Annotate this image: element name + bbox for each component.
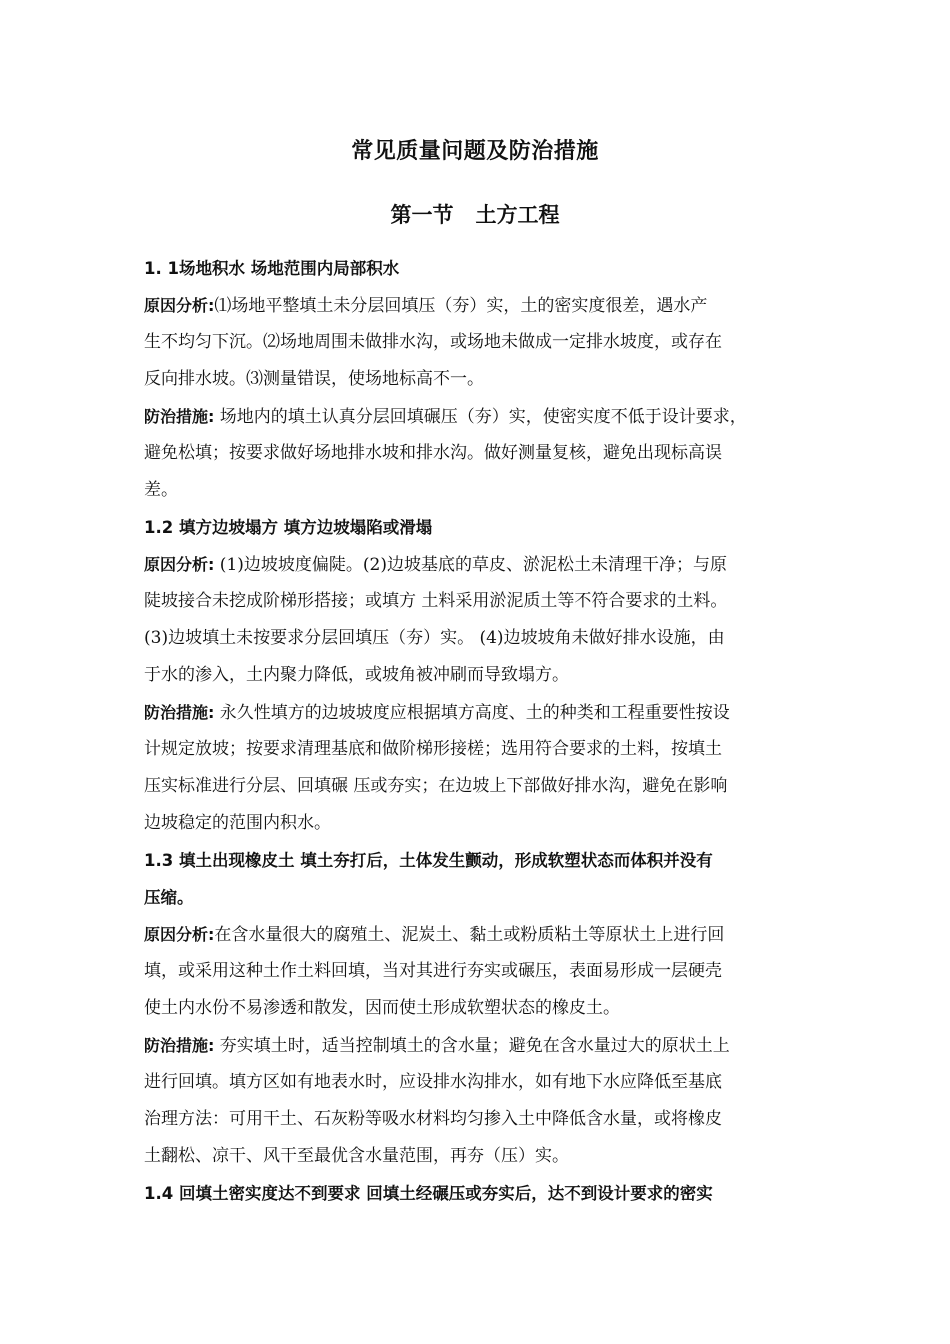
document-body xyxy=(144,250,814,1212)
item-heading: 1. 1场地积水 场地范围内局部积水 xyxy=(144,259,400,278)
paragraph-line: 边坡稳定的范围内积水。 xyxy=(144,813,331,833)
measure-text: 夯实填土时，适当控制填土的含水量；避免在含水量过大的原状土上 xyxy=(214,1036,730,1056)
measure-label: 防治措施: xyxy=(144,407,215,426)
item-heading: 1.3 填土出现橡皮土 填土夯打后，土体发生颤动，形成软塑状态而体积并没有 xyxy=(144,851,713,870)
measure-text: 场地内的填土认真分层回填碾压（夯）实，使密实度不低于设计要求， xyxy=(214,407,747,427)
paragraph-line xyxy=(144,916,814,953)
paragraph-line xyxy=(144,287,814,324)
paragraph-line: (3)边坡填土未按要求分层回填压（夯）实。 (4)边坡坡角未做好排水设施，由 xyxy=(144,628,725,648)
section-name: 土方工程 xyxy=(475,203,560,227)
paragraph-line: 避免松填；按要求做好场地排水坡和排水沟。做好测量复核，避免出现标高误 xyxy=(144,443,722,463)
paragraph-line: 填，或采用这种土作土料回填，当对其进行夯实或碾压，表面易形成一层硬壳 xyxy=(144,961,722,981)
paragraph-line xyxy=(144,694,814,731)
cause-label: 原因分析: xyxy=(144,925,215,944)
paragraph-line xyxy=(144,546,814,583)
measure-label: 防治措施: xyxy=(144,1036,215,1055)
paragraph-line: 陡坡接合未挖成阶梯形搭接；或填方 土料采用淤泥质土等不符合要求的土料。 xyxy=(144,591,728,611)
cause-label: 原因分析: xyxy=(144,555,215,574)
paragraph-line: 差。 xyxy=(144,480,178,500)
paragraph-line xyxy=(144,398,814,435)
paragraph-line: 计规定放坡；按要求清理基底和做阶梯形接槎；选用符合要求的土料，按填土 xyxy=(144,739,722,759)
paragraph-line: 于水的渗入，土内聚力降低，或坡角被冲刷而导致塌方。 xyxy=(144,665,569,685)
paragraph-line: 治理方法：可用干土、石灰粉等吸水材料均匀掺入土中降低含水量，或将橡皮 xyxy=(144,1109,722,1129)
paragraph-line: 压实标准进行分层、回填碾 压或夯实；在边坡上下部做好排水沟，避免在影响 xyxy=(144,776,728,796)
cause-label: 原因分析: xyxy=(144,296,215,315)
cause-text: (1)边坡坡度偏陡。(2)边坡基底的草皮、淤泥松土未清理干净；与原 xyxy=(214,555,727,575)
item-heading: 1.2 填方边坡塌方 填方边坡塌陷或滑塌 xyxy=(144,518,433,537)
paragraph-line xyxy=(144,1027,814,1064)
item-heading-continued: 压缩。 xyxy=(144,888,194,907)
paragraph-line: 生不均匀下沉。⑵场地周围未做排水沟，或场地未做成一定排水坡度，或存在 xyxy=(144,332,722,352)
measure-label: 防治措施: xyxy=(144,703,215,722)
measure-text: 永久性填方的边坡坡度应根据填方高度、土的种类和工程重要性按设 xyxy=(214,703,730,723)
section-title xyxy=(0,199,950,231)
paragraph-line: 使土内水份不易渗透和散发，因而使土形成软塑状态的橡皮土。 xyxy=(144,998,620,1018)
document-title: 常见质量问题及防治措施 xyxy=(351,139,599,164)
paragraph-line: 反向排水坡。⑶测量错误，使场地标高不一。 xyxy=(144,369,484,389)
cause-text: ⑴场地平整填土未分层回填压（夯）实，土的密实度很差，遇水产 xyxy=(214,296,708,316)
section-number: 第一节 xyxy=(390,203,454,227)
cause-text: 在含水量很大的腐殖土、泥炭土、黏土或粉质粘土等原状土上进行回 xyxy=(214,925,725,945)
paragraph-line: 土翻松、凉干、风干至最优含水量范围，再夯（压）实。 xyxy=(144,1146,569,1166)
item-heading: 1.4 回填土密实度达不到要求 回填土经碾压或夯实后，达不到设计要求的密实 xyxy=(144,1184,713,1203)
paragraph-line: 进行回填。填方区如有地表水时，应设排水沟排水，如有地下水应降低至基底 xyxy=(144,1072,722,1092)
